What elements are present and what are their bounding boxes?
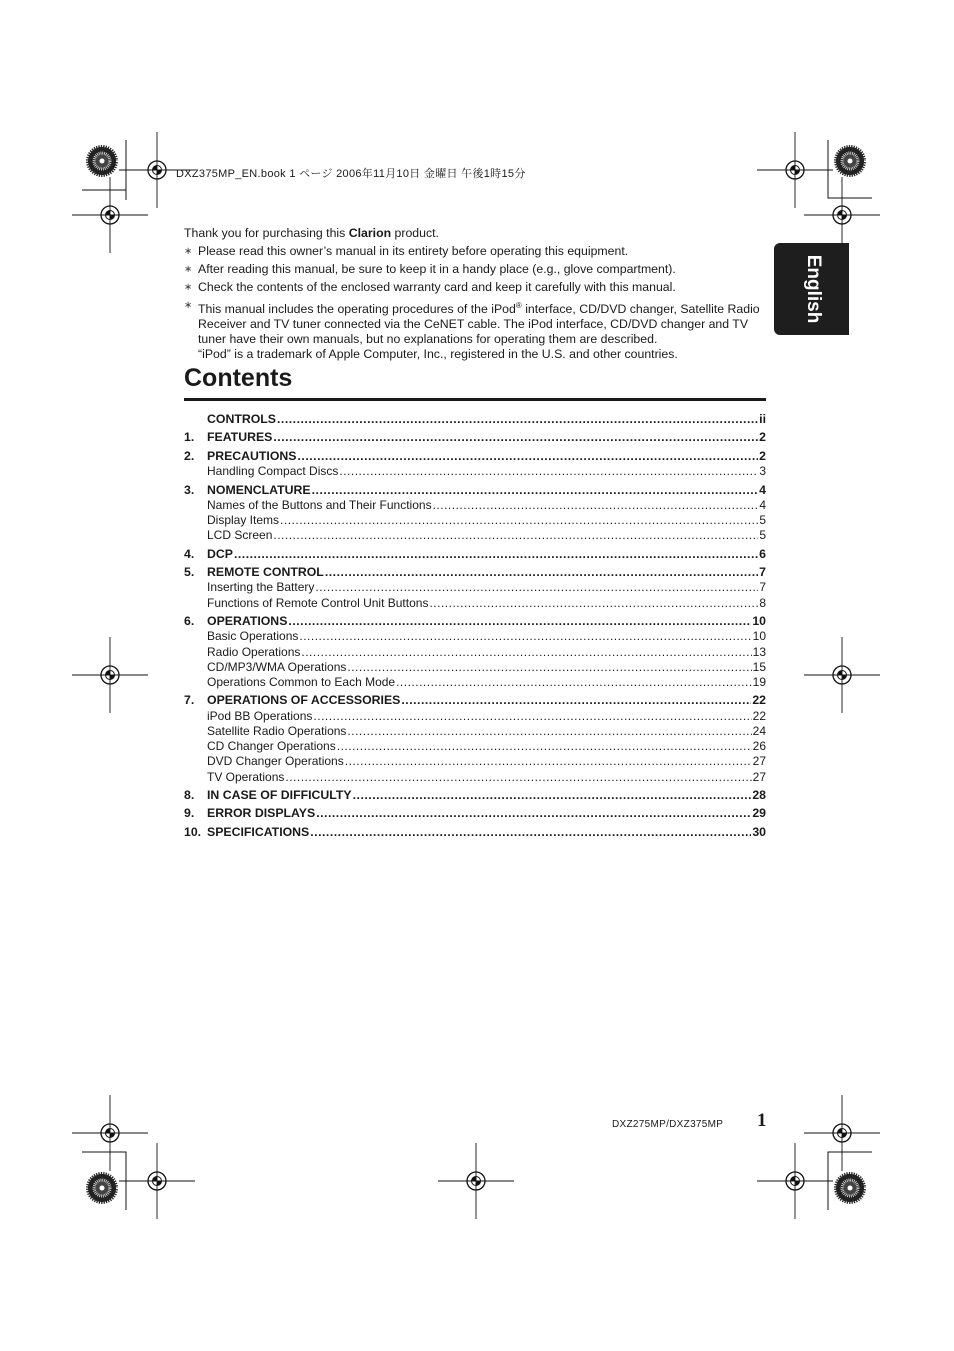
toc-leader-dots xyxy=(298,449,759,464)
toc-leader-dots xyxy=(234,547,758,562)
toc-leader-dots xyxy=(273,528,758,543)
toc-entry-label: SPECIFICATIONS xyxy=(207,825,310,839)
toc-entry-page: 4 xyxy=(759,498,766,512)
toc-subsection-entry xyxy=(184,739,766,754)
toc-section-entry xyxy=(184,565,766,580)
toc-entry-number: 6. xyxy=(184,614,195,628)
toc-entry-label: FEATURES xyxy=(207,430,273,444)
toc-subsection-entry xyxy=(184,724,766,739)
toc-leader-dots xyxy=(337,739,752,754)
toc-section-entry xyxy=(184,693,766,708)
toc-section-entry xyxy=(184,788,766,803)
toc-entry-page: 10 xyxy=(752,629,766,643)
page-number: 1 xyxy=(757,1110,767,1131)
toc-section-entry xyxy=(184,806,766,821)
toc-subsection-entry xyxy=(184,660,766,675)
intro-bullet: ∗ After reading this manual, be sure to keep it in a handy place (e.g., glove compartment). xyxy=(184,262,676,276)
toc-leader-dots xyxy=(345,754,752,769)
toc-entry-page: 5 xyxy=(759,513,766,527)
language-tab-label: English xyxy=(803,254,824,324)
toc-entry-label: IN CASE OF DIFFICULTY xyxy=(207,788,352,802)
toc-leader-dots xyxy=(353,788,752,803)
toc-entry-page: 22 xyxy=(752,709,766,723)
toc-entry-label: Handling Compact Discs xyxy=(207,464,339,478)
toc-subsection-entry xyxy=(184,629,766,644)
toc-entry-label: CONTROLS xyxy=(207,412,276,426)
toc-entry-number: 9. xyxy=(184,806,195,820)
intro-bullet: ∗ Please read this owner’s manual in its entirety before operating this equipment. xyxy=(184,244,629,258)
toc-leader-dots xyxy=(325,565,758,580)
toc-section-entry xyxy=(184,547,766,562)
toc-section-entry xyxy=(184,412,766,427)
toc-entry-label: REMOTE CONTROL xyxy=(207,565,324,579)
print-header-info: DXZ375MP_EN.book 1 ページ 2006年11月10日 金曜日 午後1時15分 xyxy=(176,168,526,180)
intro-bullet-ipod: ∗ This manual includes the operating procedures of the iPod® interface, CD/DVD changer, Satellite Radio Receiver and TV tuner connected via the CeNET cable. The iPod interface, CD/DVD changer and TV tuner have their own manuals, but no explanations for operating them are described. “iPod” is a trademark of Apple Computer, Inc., registered in the U.S. and other countries. xyxy=(184,298,766,362)
toc-entry-label: NOMENCLATURE xyxy=(207,483,311,497)
toc-leader-dots xyxy=(301,645,751,660)
toc-entry-number: 7. xyxy=(184,693,195,707)
toc-entry-page: 27 xyxy=(752,770,766,784)
bullet-mark: ∗ xyxy=(184,246,193,257)
toc-leader-dots xyxy=(396,675,752,690)
toc-entry-label: PRECAUTIONS xyxy=(207,449,297,463)
bullet-mark: ∗ xyxy=(184,264,193,275)
toc-entry-page: 27 xyxy=(752,754,766,768)
toc-entry-page: 13 xyxy=(752,645,766,659)
toc-section-entry xyxy=(184,483,766,498)
toc-subsection-entry xyxy=(184,513,766,528)
registered-mark: ® xyxy=(515,301,522,310)
toc-entry-label: CD Changer Operations xyxy=(207,739,336,753)
toc-entry-page: 5 xyxy=(759,528,766,542)
toc-leader-dots xyxy=(433,498,759,513)
toc-leader-dots xyxy=(347,660,751,675)
toc-leader-dots xyxy=(312,483,759,498)
toc-entry-number: 3. xyxy=(184,483,195,497)
intro-bullet: ∗ Check the contents of the enclosed warranty card and keep it carefully with this manual. xyxy=(184,280,676,294)
toc-entry-label: Operations Common to Each Mode xyxy=(207,675,396,689)
toc-entry-label: Radio Operations xyxy=(207,645,301,659)
contents-title: Contents xyxy=(184,364,293,392)
toc-entry-label: Basic Operations xyxy=(207,629,299,643)
intro-lead: Thank you for purchasing this Clarion product. xyxy=(184,226,439,240)
trademark-note: “iPod” is a trademark of Apple Computer, Inc., registered in the U.S. and other countries. xyxy=(198,347,678,362)
toc-entry-label: DVD Changer Operations xyxy=(207,754,344,768)
toc-entry-page: 2 xyxy=(759,449,766,463)
toc-entry-page: 22 xyxy=(752,693,766,707)
toc-entry-label: TV Operations xyxy=(207,770,285,784)
toc-entry-label: LCD Screen xyxy=(207,528,273,542)
toc-section-entry xyxy=(184,430,766,445)
toc-section-entry xyxy=(184,449,766,464)
toc-leader-dots xyxy=(310,825,751,840)
bullet-mark: ∗ xyxy=(184,300,193,311)
brand-name: Clarion xyxy=(348,226,392,240)
toc-subsection-entry xyxy=(184,645,766,660)
toc-entry-label: Inserting the Battery xyxy=(207,580,315,594)
toc-leader-dots xyxy=(313,709,751,724)
bullet-mark: ∗ xyxy=(184,282,193,293)
toc-entry-number: 10. xyxy=(184,825,202,839)
toc-entry-number: 4. xyxy=(184,547,195,561)
toc-leader-dots xyxy=(339,464,758,479)
toc-entry-label: CD/MP3/WMA Operations xyxy=(207,660,347,674)
toc-entry-page: 15 xyxy=(752,660,766,674)
toc-entry-page: 10 xyxy=(752,614,766,628)
toc-leader-dots xyxy=(280,513,758,528)
toc-section-entry xyxy=(184,614,766,629)
intro-section xyxy=(184,226,766,365)
toc-subsection-entry xyxy=(184,464,766,479)
toc-entry-number: 2. xyxy=(184,449,195,463)
toc-subsection-entry xyxy=(184,754,766,769)
toc-entry-page: 7 xyxy=(759,580,766,594)
toc-entry-page: ii xyxy=(759,412,766,426)
toc-subsection-entry xyxy=(184,770,766,785)
toc-leader-dots xyxy=(288,614,751,629)
toc-leader-dots xyxy=(273,430,758,445)
toc-leader-dots xyxy=(316,806,751,821)
toc-entry-page: 29 xyxy=(752,806,766,820)
toc-entry-number: 8. xyxy=(184,788,195,802)
toc-entry-number: 1. xyxy=(184,430,195,444)
toc-leader-dots xyxy=(285,770,751,785)
toc-entry-label: Functions of Remote Control Unit Buttons xyxy=(207,596,429,610)
toc-subsection-entry xyxy=(184,675,766,690)
toc-entry-label: Satellite Radio Operations xyxy=(207,724,347,738)
toc-entry-number: 5. xyxy=(184,565,195,579)
toc-entry-page: 3 xyxy=(759,464,766,478)
toc-subsection-entry xyxy=(184,709,766,724)
toc-leader-dots xyxy=(299,629,751,644)
toc-entry-page: 28 xyxy=(752,788,766,802)
toc-leader-dots xyxy=(401,693,751,708)
toc-entry-label: Display Items xyxy=(207,513,280,527)
toc-subsection-entry xyxy=(184,498,766,513)
toc-entry-page: 7 xyxy=(759,565,766,579)
toc-entry-label: OPERATIONS xyxy=(207,614,288,628)
title-rule xyxy=(184,398,766,401)
toc-leader-dots xyxy=(315,580,758,595)
language-tab xyxy=(774,243,849,335)
toc-entry-page: 4 xyxy=(759,483,766,497)
toc-entry-page: 2 xyxy=(759,430,766,444)
toc-entry-label: Names of the Buttons and Their Functions xyxy=(207,498,432,512)
toc-subsection-entry xyxy=(184,528,766,543)
model-number: DXZ275MP/DXZ375MP xyxy=(612,1119,724,1130)
toc-entry-page: 8 xyxy=(759,596,766,610)
toc-entry-label: DCP xyxy=(207,547,233,561)
toc-leader-dots xyxy=(429,596,758,611)
toc-entry-page: 24 xyxy=(752,724,766,738)
toc-entry-page: 30 xyxy=(752,825,766,839)
toc-section-entry xyxy=(184,825,766,840)
toc-leader-dots xyxy=(347,724,751,739)
toc-subsection-entry xyxy=(184,596,766,611)
toc-entry-label: OPERATIONS OF ACCESSORIES xyxy=(207,693,401,707)
toc-entry-page: 26 xyxy=(752,739,766,753)
toc-entry-label: iPod BB Operations xyxy=(207,709,313,723)
toc-leader-dots xyxy=(277,412,758,427)
toc-subsection-entry xyxy=(184,580,766,595)
toc-entry-page: 6 xyxy=(759,547,766,561)
toc-entry-page: 19 xyxy=(752,675,766,689)
toc-entry-label: ERROR DISPLAYS xyxy=(207,806,316,820)
